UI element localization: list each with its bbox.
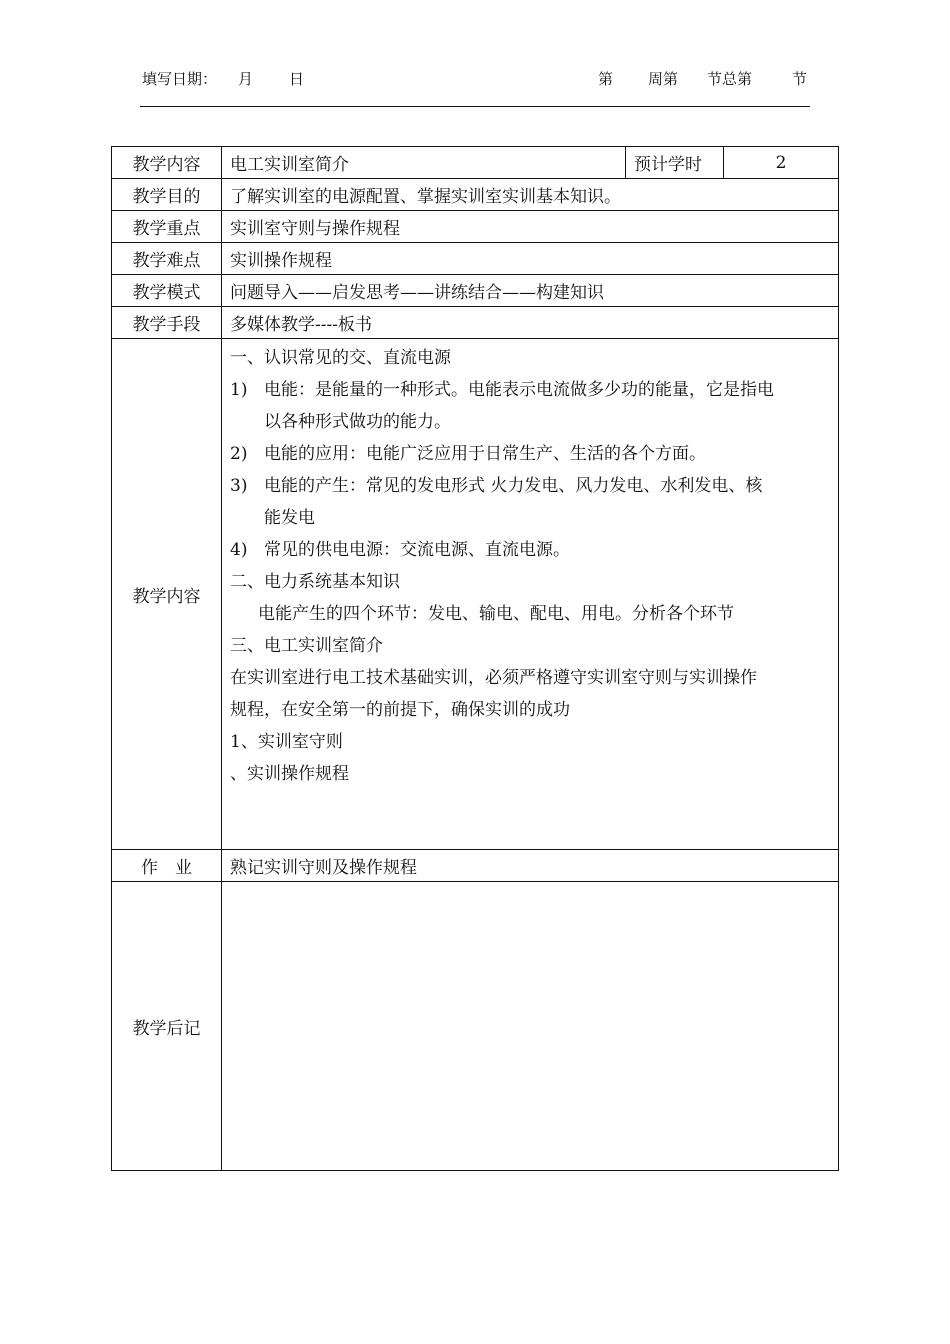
difficulty-value: 实训操作规程: [222, 243, 839, 275]
body-label: 教学内容: [112, 339, 222, 850]
header-rule: [140, 106, 810, 107]
mode-label: 教学模式: [112, 275, 222, 307]
page-header: [142, 68, 808, 90]
list-item-3-continued: 能发电: [264, 508, 315, 528]
section-heading-3: 三、电工实训室简介: [230, 636, 383, 656]
list-item-1-continued: 以各种形式做功的能力。: [264, 412, 451, 432]
section-heading-2: 二、电力系统基本知识: [230, 572, 400, 592]
means-value: 多媒体教学----板书: [222, 307, 839, 339]
notes-value: [222, 882, 839, 1171]
week-prefix: 第: [598, 70, 614, 88]
objective-value: 了解实训室的电源配置、掌握实训室实训基本知识。: [222, 179, 839, 211]
list-number: 1): [230, 380, 248, 400]
row-notes: [112, 882, 839, 1171]
list-item-2: [230, 438, 838, 470]
list-item-3: [230, 470, 838, 502]
body-content: [222, 339, 839, 850]
list-item-1: [230, 374, 838, 406]
lesson-plan-table: [111, 146, 839, 1171]
list-number: 2): [230, 444, 248, 464]
list-text: 电能的产生：常见的发电形式 火力发电、风力发电、水利发电、核: [264, 476, 763, 496]
row-key-point: [112, 211, 839, 243]
row-content: [112, 147, 839, 179]
list-text: 电能：是能量的一种形式。电能表示电流做多少功的能量，它是指电: [264, 380, 774, 400]
row-means: [112, 307, 839, 339]
row-difficulty: [112, 243, 839, 275]
section-3-paragraph-continued: 规程，在安全第一的前提下，确保实训的成功: [230, 700, 570, 720]
week-suffix: 周第: [648, 70, 679, 88]
section-total-label: 节总第: [707, 70, 753, 88]
list-number: 4): [230, 540, 248, 560]
list-number: 3): [230, 476, 248, 496]
difficulty-label: 教学难点: [112, 243, 222, 275]
hours-label: 预计学时: [626, 147, 724, 179]
homework-label: 作 业: [112, 850, 222, 882]
key-point-label: 教学重点: [112, 211, 222, 243]
content-label: 教学内容: [112, 147, 222, 179]
mode-value: 问题导入——启发思考——讲练结合——构建知识: [222, 275, 839, 307]
list-item-4: [230, 534, 838, 566]
row-mode: [112, 275, 839, 307]
row-objective: [112, 179, 839, 211]
row-homework: [112, 850, 839, 882]
section-2-text: 电能产生的四个环节：发电、输电、配电、用电。分析各个环节: [258, 604, 734, 624]
section-3-item-2: 、实训操作规程: [230, 764, 349, 784]
section-3-item-1: 1、实训室守则: [230, 732, 343, 752]
day-label: 日: [289, 70, 305, 88]
homework-value: 熟记实训守则及操作规程: [222, 850, 839, 882]
row-body: [112, 339, 839, 850]
means-label: 教学手段: [112, 307, 222, 339]
fill-date-label: 填写日期：: [142, 70, 218, 88]
section-heading-1: 一、认识常见的交、直流电源: [230, 348, 451, 368]
key-point-value: 实训室守则与操作规程: [222, 211, 839, 243]
content-title: 电工实训室简介: [222, 147, 626, 179]
list-text: 常见的供电电源：交流电源、直流电源。: [264, 540, 570, 560]
month-label: 月: [238, 70, 254, 88]
section-suffix: 节: [792, 70, 808, 88]
objective-label: 教学目的: [112, 179, 222, 211]
hours-value: 2: [724, 147, 839, 179]
notes-label: 教学后记: [112, 882, 222, 1171]
list-text: 电能的应用：电能广泛应用于日常生产、生活的各个方面。: [264, 444, 706, 464]
section-3-paragraph: 在实训室进行电工技术基础实训，必须严格遵守实训室守则与实训操作: [230, 668, 757, 688]
